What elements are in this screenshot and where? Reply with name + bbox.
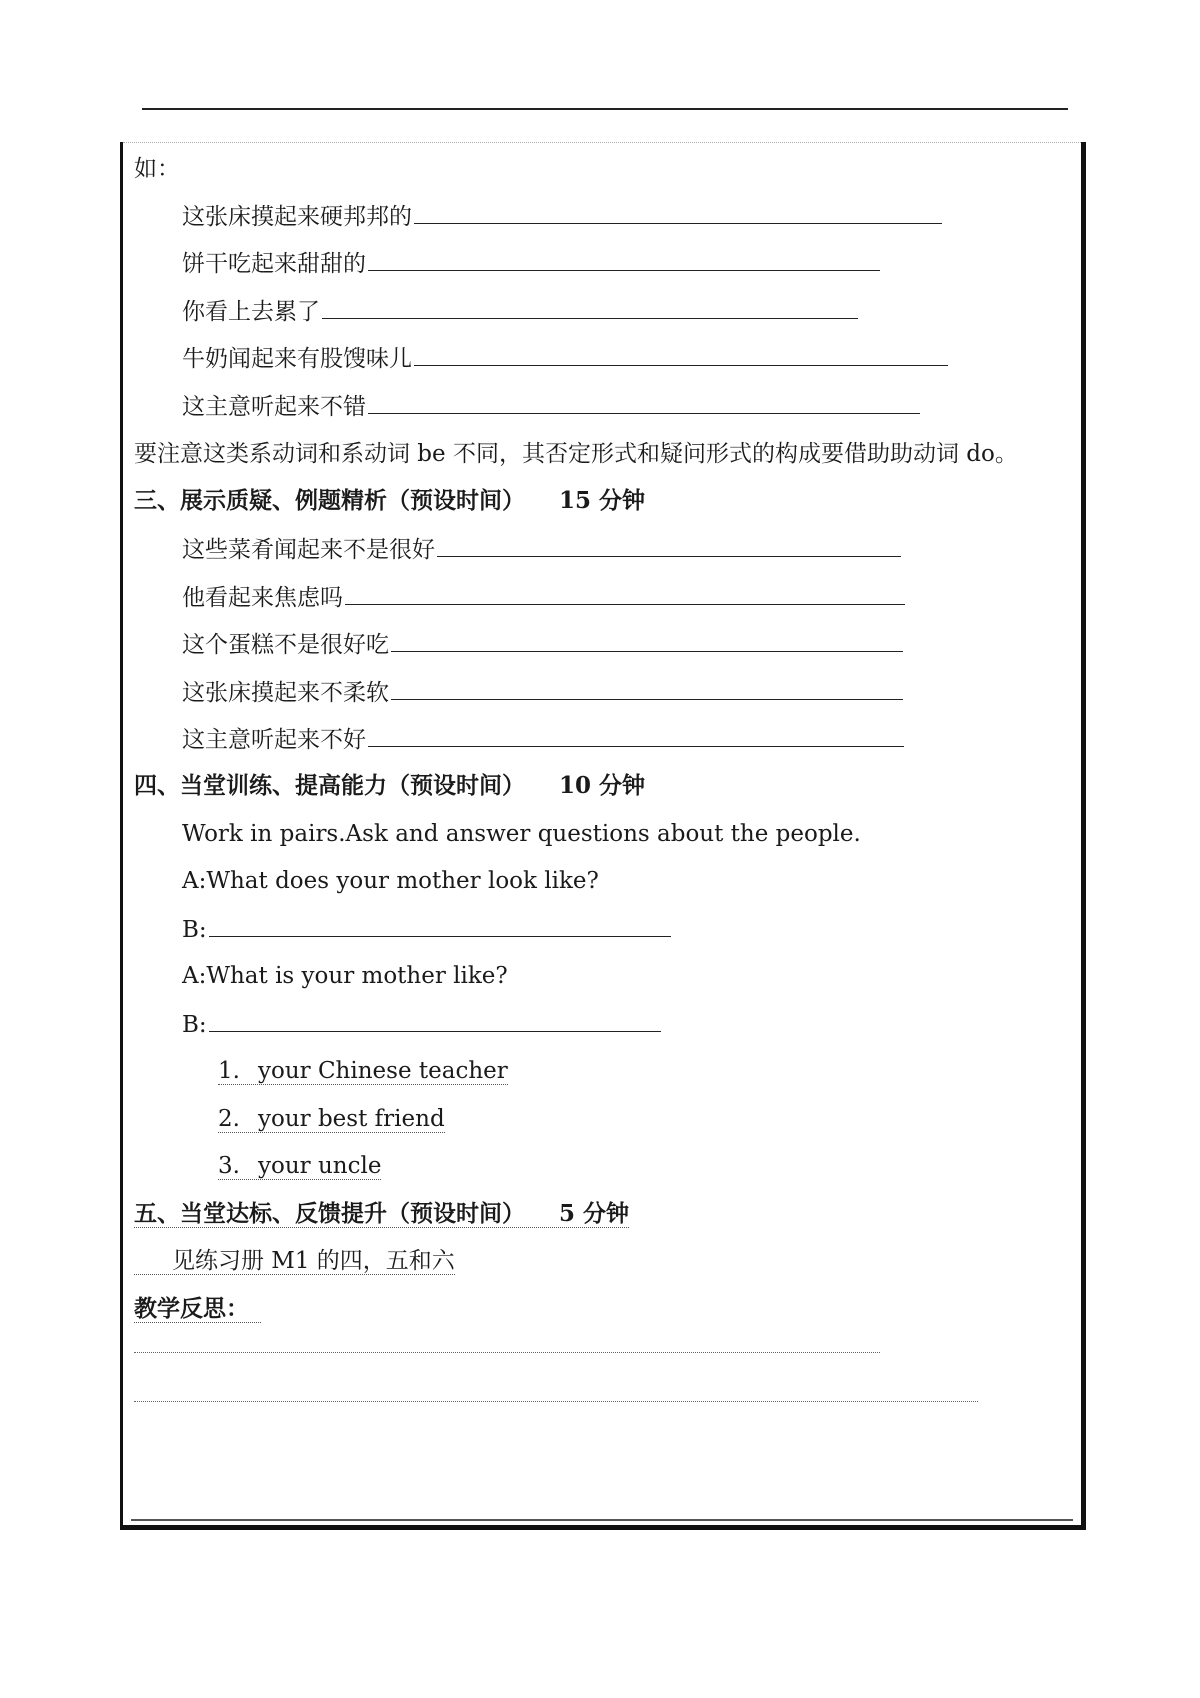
exercise-1-prompt: 你看上去累了 <box>182 299 320 325</box>
exercise-1-prompt: 这张床摸起来硬邦邦的 <box>182 204 412 230</box>
answer-blank[interactable] <box>414 343 948 366</box>
section-5-heading <box>134 1199 629 1229</box>
exercise-2-item <box>182 534 901 565</box>
exercise-2-item <box>182 724 904 755</box>
reflection-label <box>134 1294 261 1324</box>
exercise-2-item <box>182 677 903 708</box>
list-item-text: your best friend <box>258 1106 445 1132</box>
exercise-2-prompt: 他看起来焦虑吗 <box>182 585 343 611</box>
list-item <box>218 1151 381 1181</box>
section-3-title: 三、展示质疑、例题精析（预设时间） <box>134 487 525 514</box>
section-5-time: 5 分钟 <box>559 1200 630 1227</box>
workbook-reference-text: 见练习册 M1 的四，五和六 <box>134 1248 455 1275</box>
exercise-1-prompt: 饼干吃起来甜甜的 <box>182 251 366 277</box>
list-item-number: 1. <box>218 1058 240 1084</box>
list-item-text: your Chinese teacher <box>258 1058 508 1084</box>
exercise-2-prompt: 这个蛋糕不是很好吃 <box>182 632 389 658</box>
reflection-line[interactable] <box>134 1352 880 1353</box>
reflection-line[interactable] <box>134 1401 978 1402</box>
section-3-heading <box>134 486 645 516</box>
exercise-1-item <box>182 248 880 279</box>
reflection-label-text: 教学反思： <box>134 1295 261 1323</box>
section-4-title: 四、当堂训练、提高能力（预设时间） <box>134 772 525 799</box>
list-item-text: your uncle <box>258 1153 382 1179</box>
intro-label: 如： <box>134 156 180 182</box>
section-3-time: 15 分钟 <box>559 487 646 514</box>
answer-1-line <box>182 914 671 945</box>
frame-top-border <box>123 142 1081 143</box>
pair-work-instruction: Work in pairs.Ask and answer questions about the people. <box>182 821 861 847</box>
exercise-1-item <box>182 391 920 422</box>
list-item-number: 2. <box>218 1106 240 1132</box>
question-2: A:What is your mother like? <box>182 963 508 989</box>
exercise-1-prompt: 这主意听起来不错 <box>182 394 366 420</box>
answer-blank[interactable] <box>322 296 858 319</box>
section-4-heading <box>134 771 645 801</box>
answer-2-line <box>182 1009 661 1040</box>
answer-blank[interactable] <box>368 724 904 747</box>
exercise-1-item <box>182 201 942 232</box>
answer-label: B: <box>182 1012 207 1038</box>
question-1: A:What does your mother look like? <box>182 868 599 894</box>
answer-blank[interactable] <box>345 582 905 605</box>
exercise-2-item <box>182 582 905 613</box>
exercise-2-prompt: 这张床摸起来不柔软 <box>182 680 389 706</box>
answer-blank[interactable] <box>437 534 901 557</box>
list-item <box>218 1104 445 1134</box>
answer-blank[interactable] <box>391 677 903 700</box>
section-5-title: 五、当堂达标、反馈提升（预设时间） <box>134 1200 525 1227</box>
answer-blank[interactable] <box>209 914 671 937</box>
answer-blank[interactable] <box>368 248 880 271</box>
answer-blank[interactable] <box>391 629 903 652</box>
frame-inner-bottom-border <box>131 1519 1073 1521</box>
workbook-reference <box>134 1246 455 1276</box>
exercise-2-item <box>182 629 903 660</box>
exercise-2-prompt: 这主意听起来不好 <box>182 727 366 753</box>
list-item <box>218 1056 508 1086</box>
section-4-time: 10 分钟 <box>559 772 646 799</box>
answer-blank[interactable] <box>209 1009 661 1032</box>
answer-blank[interactable] <box>414 201 942 224</box>
answer-label: B: <box>182 917 207 943</box>
list-item-number: 3. <box>218 1153 240 1179</box>
exercise-1-prompt: 牛奶闻起来有股馊味儿 <box>182 346 412 372</box>
exercise-1-item <box>182 296 858 327</box>
grammar-note: 要注意这类系动词和系动词 be 不同，其否定形式和疑问形式的构成要借助助动词 do。 <box>134 441 1018 467</box>
answer-blank[interactable] <box>368 391 920 414</box>
exercise-2-prompt: 这些菜肴闻起来不是很好 <box>182 537 435 563</box>
header-rule <box>142 108 1068 110</box>
exercise-1-item <box>182 343 948 374</box>
